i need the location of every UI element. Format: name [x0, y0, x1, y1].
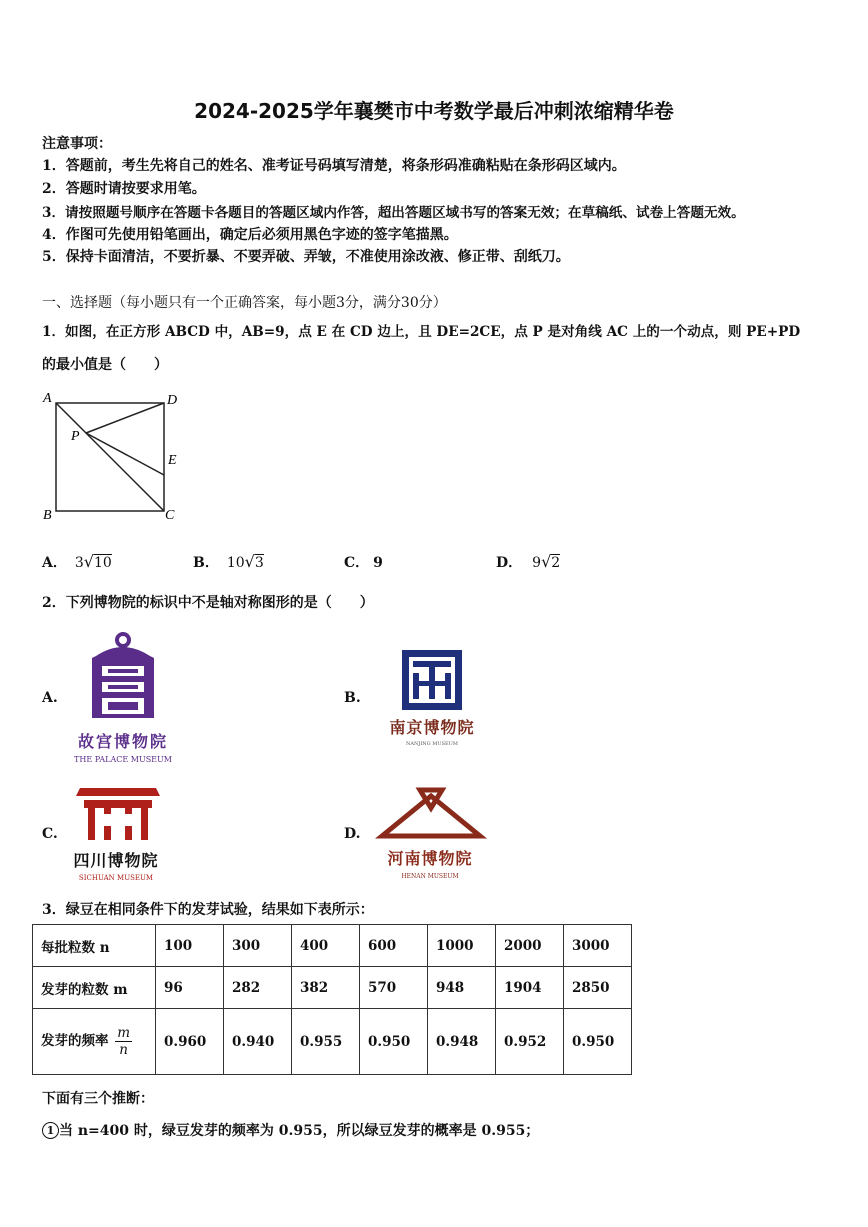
- section-heading: 一、选择题（每小题只有一个正确答案，每小题3分，满分30分）: [42, 295, 447, 311]
- label-p: P: [71, 429, 80, 444]
- q2-stem: 2．下列博物院的标识中不是轴对称图形的是（ ）: [42, 595, 374, 611]
- row-label: 每批粒数 n: [33, 925, 156, 967]
- notice-heading: 注意事项：: [42, 136, 112, 152]
- label-c: C: [165, 508, 175, 523]
- nanjing-museum-logo: [372, 648, 492, 748]
- q1-stem-line2: 的最小值是（ ）: [42, 357, 168, 373]
- q2-option-b-label[interactable]: B.: [344, 690, 361, 706]
- table-row: 每批粒数 n 100 300 400 600 1000 2000 3000: [33, 925, 632, 967]
- sichuan-museum-en: SICHUAN MUSEUM: [78, 874, 154, 882]
- henan-museum-name: 河南博物院: [387, 849, 473, 868]
- row-label: 发芽的频率 $\frac{m}{n}$: [33, 1009, 156, 1075]
- notice-item-4: 4．作图可先使用铅笔画出，确定后必须用黑色字迹的签字笔描黑。: [42, 227, 458, 243]
- notice-item-1: 1．答题前，考生先将自己的姓名、准考证号码填写清楚，将条形码准确粘贴在条形码区域内。: [42, 158, 626, 174]
- q1-option-d[interactable]: D． 9√2: [496, 552, 561, 571]
- q1-stem-line1: 1．如图，在正方形 ABCD 中，AB=9，点 E 在 CD 边上，且 DE=2CE，点 P 是对角线 AC 上的一个动点，则 PE+PD: [42, 324, 801, 340]
- sichuan-museum-name: 四川博物院: [73, 851, 159, 870]
- q2-option-d-label[interactable]: D.: [344, 826, 361, 842]
- table-row: 发芽的粒数 m 96 282 382 570 948 1904 2850: [33, 967, 632, 1009]
- diagonal-ac: [56, 403, 164, 511]
- label-a: A: [43, 391, 52, 406]
- row-label: 发芽的粒数 m: [33, 967, 156, 1009]
- nanjing-museum-en: NANJING MUSEUM: [405, 741, 459, 747]
- q3-stem: 3．绿豆在相同条件下的发芽试验，结果如下表所示：: [42, 902, 374, 918]
- q1-square-figure: [38, 388, 188, 528]
- germination-table: [32, 924, 632, 1075]
- q3-after-text: 下面有三个推断：: [42, 1091, 154, 1107]
- palace-museum-logo: [68, 628, 198, 768]
- label-e: E: [168, 453, 177, 468]
- nanjing-museum-name: 南京博物院: [389, 718, 475, 737]
- henan-museum-en: HENAN MUSEUM: [401, 873, 459, 880]
- q2-option-a-label[interactable]: A.: [42, 690, 58, 706]
- notice-item-3: 3．请按照题号顺序在答题卡各题目的答题区域内作答，超出答题区域书写的答案无效；在草稿纸、试卷上答题无效。: [42, 205, 745, 221]
- notice-item-5: 5．保持卡面清洁，不要折暴、不要弄破、弄皱，不准使用涂改液、修正带、刮纸刀。: [42, 249, 570, 265]
- q1-option-c[interactable]: C． 9: [344, 555, 383, 571]
- sichuan-museum-logo: [66, 782, 176, 886]
- palace-museum-name: 故宫博物院: [77, 732, 169, 751]
- table-row: 发芽的频率 $\frac{m}{n}$ 0.960 0.940 0.955 0.950 0.948 0.952 0.950: [33, 1009, 632, 1075]
- page-title: 2024-2025学年襄樊市中考数学最后冲刺浓缩精华卷: [194, 99, 674, 123]
- henan-museum-logo: [370, 786, 490, 886]
- q2-option-c-label[interactable]: C.: [42, 826, 58, 842]
- q1-option-a[interactable]: A． 3√10: [42, 552, 112, 571]
- label-b: B: [43, 508, 52, 523]
- palace-museum-en: THE PALACE MUSEUM: [74, 755, 172, 764]
- q3-inference-1: 1 当 n=400 时，绿豆发芽的频率为 0.955，所以绿豆发芽的概率是 0.955；: [42, 1120, 539, 1140]
- segment-pd: [86, 403, 164, 433]
- segment-pe: [86, 433, 164, 475]
- circled-number: 1: [42, 1122, 59, 1139]
- label-d: D: [167, 393, 178, 408]
- q1-option-b[interactable]: B． 10√3: [193, 552, 264, 571]
- notice-item-2: 2．答题时请按要求用笔。: [42, 181, 206, 197]
